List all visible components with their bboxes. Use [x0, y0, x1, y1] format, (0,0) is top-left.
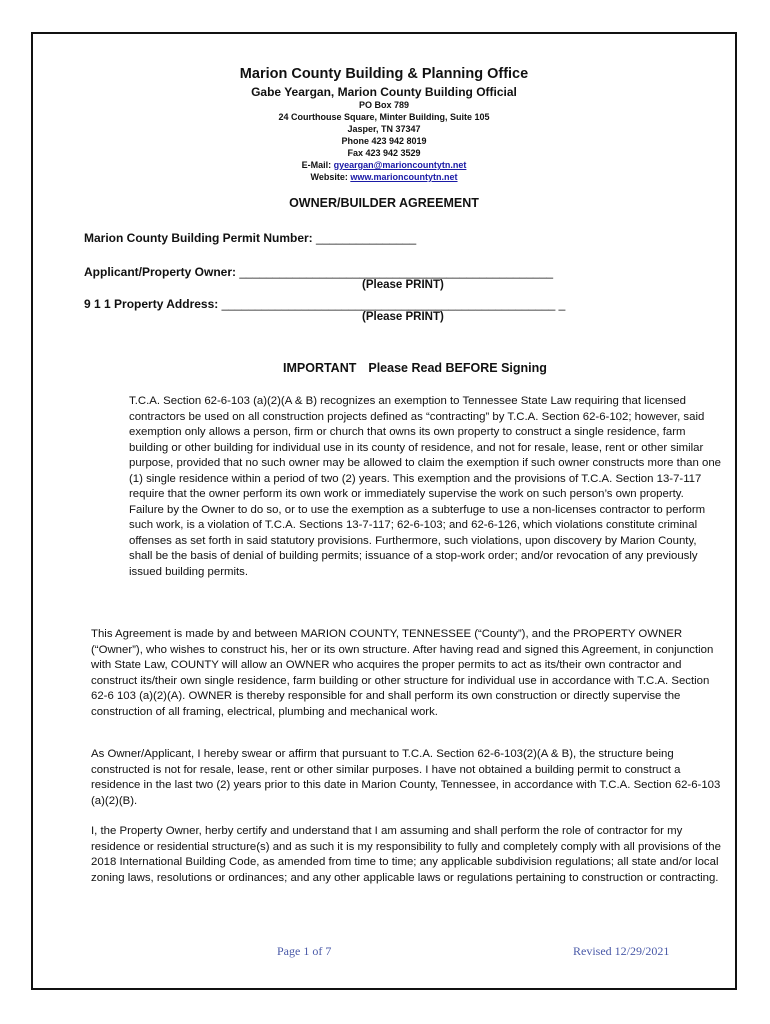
property-address-field — [84, 297, 565, 311]
po-box: PO Box 789 — [358, 100, 410, 110]
page-number: Page 1 of 7 — [277, 944, 332, 958]
address-print-note: (Please PRINT) — [362, 311, 444, 323]
property-address-label: 9 1 1 Property Address: — [84, 297, 219, 311]
owner-certification-paragraph: I, the Property Owner, herby certify and understand that I am assuming and shall perform the role of contractor for my residence or residential structure(s) and as such it is my responsibility to fully and completely comply with all provisions of the 2018 International Building Code, as amended from time to time; any applicable subdivision regulations; all state and/or local zoning laws, resolutions or ordinances; and any other applicable laws or regulations pertaining to construction or contracting. — [91, 825, 721, 884]
website-line — [33, 171, 735, 183]
important-heading — [283, 361, 547, 375]
website-link[interactable]: www.marioncountytn.net — [350, 172, 458, 182]
important-word: IMPORTANT — [283, 361, 357, 375]
email-line — [33, 159, 735, 171]
owner-affirmation-paragraph: As Owner/Applicant, I hereby swear or affirm that pursuant to T.C.A. Section 62-6-103(2)(A & B), the structure being constructed is not for resale, lease, rent or other similar purposes. I have not obtained a building permit to construct a residence in the last two (2) years prior to this date in Marion County, Tennessee, in accordance with T.C.A. Section 62-6-103 (a)(2)(B). — [91, 748, 721, 807]
property-owner-field — [84, 265, 553, 279]
street-address: 24 Courthouse Square, Minter Building, Suite 105 — [278, 112, 490, 122]
city-state-zip: Jasper, TN 37347 — [347, 124, 421, 134]
revision-date: Revised 12/29/2021 — [573, 944, 670, 958]
email-label: E-Mail: — [301, 160, 332, 170]
phone-number: Phone 423 942 8019 — [341, 136, 427, 146]
permit-number-field — [84, 231, 416, 245]
property-address-blank: __________________________________________________ _ — [221, 297, 566, 311]
important-text: Please Read BEFORE Signing — [368, 361, 547, 375]
property-owner-blank: _______________________________________________ — [239, 265, 554, 279]
tca-exemption-paragraph: T.C.A. Section 62-6-103 (a)(2)(A & B) recognizes an exemption to Tennessee State Law requiring that licensed contractors be used on all construction projects defined as “contracting” by T.C.A. Section 62-6-102; however, said exemption only allows a person, firm or church that owns its own property to construct a single residence, farm building or other building for individual use in its county of residence, and not for resale, lease, rent or other similar purpose, provided that no such owner may be allowed to claim the exemption if such owner constructs more than one (1) single residence within a period of two (2) years. This exemption and the provisions of T.C.A. Section 13-7-117 require that the owner perform its own work or immediately supervise the work on such person’s own property. Failure by the Owner to do so, or to use the exemption as a subterfuge to use a non-licenses contractor to perform such work, is a violation of T.C.A. Sections 13-7-117; 62-6-103; and 62-6-126, which violations constitute criminal offenses as set forth in said statutory provisions. Furthermore, such violations, upon discovery by Marion County, shall be the basis of denial of building permits; issuance of a stop-work order; and/or revocation of any previously issued building permits. — [129, 395, 722, 578]
website-label: Website: — [310, 172, 348, 182]
fax-number: Fax 423 942 3529 — [347, 148, 421, 158]
office-title: Marion County Building & Planning Office — [239, 66, 529, 82]
permit-number-label: Marion County Building Permit Number: — [84, 231, 313, 245]
property-owner-label: Applicant/Property Owner: — [84, 265, 237, 279]
permit-number-blank: _______________ — [316, 231, 417, 245]
building-official: Gabe Yeargan, Marion County Building Official — [251, 85, 517, 99]
agreement-title: OWNER/BUILDER AGREEMENT — [289, 196, 479, 210]
owner-print-note: (Please PRINT) — [362, 279, 444, 291]
agreement-paragraph: This Agreement is made by and between MARION COUNTY, TENNESSEE (“County”), and the PROPERTY OWNER (“Owner”), who wishes to construct his, her or its own structure. After having read and signed this Agreement, in conjunction with State Law, COUNTY will allow an OWNER who acquires the proper permits to act as its/their own contractor and construct its/their own single residence, farm building or other structure for individual use in accordance with T.C.A. Section 62-6 103 (a)(2)(A). OWNER is thereby responsible for and shall perform its own construction or directly supervise the construction of all framing, electrical, plumbing and mechanical work. — [91, 628, 714, 718]
email-link[interactable]: gyeargan@marioncountytn.net — [333, 160, 467, 170]
